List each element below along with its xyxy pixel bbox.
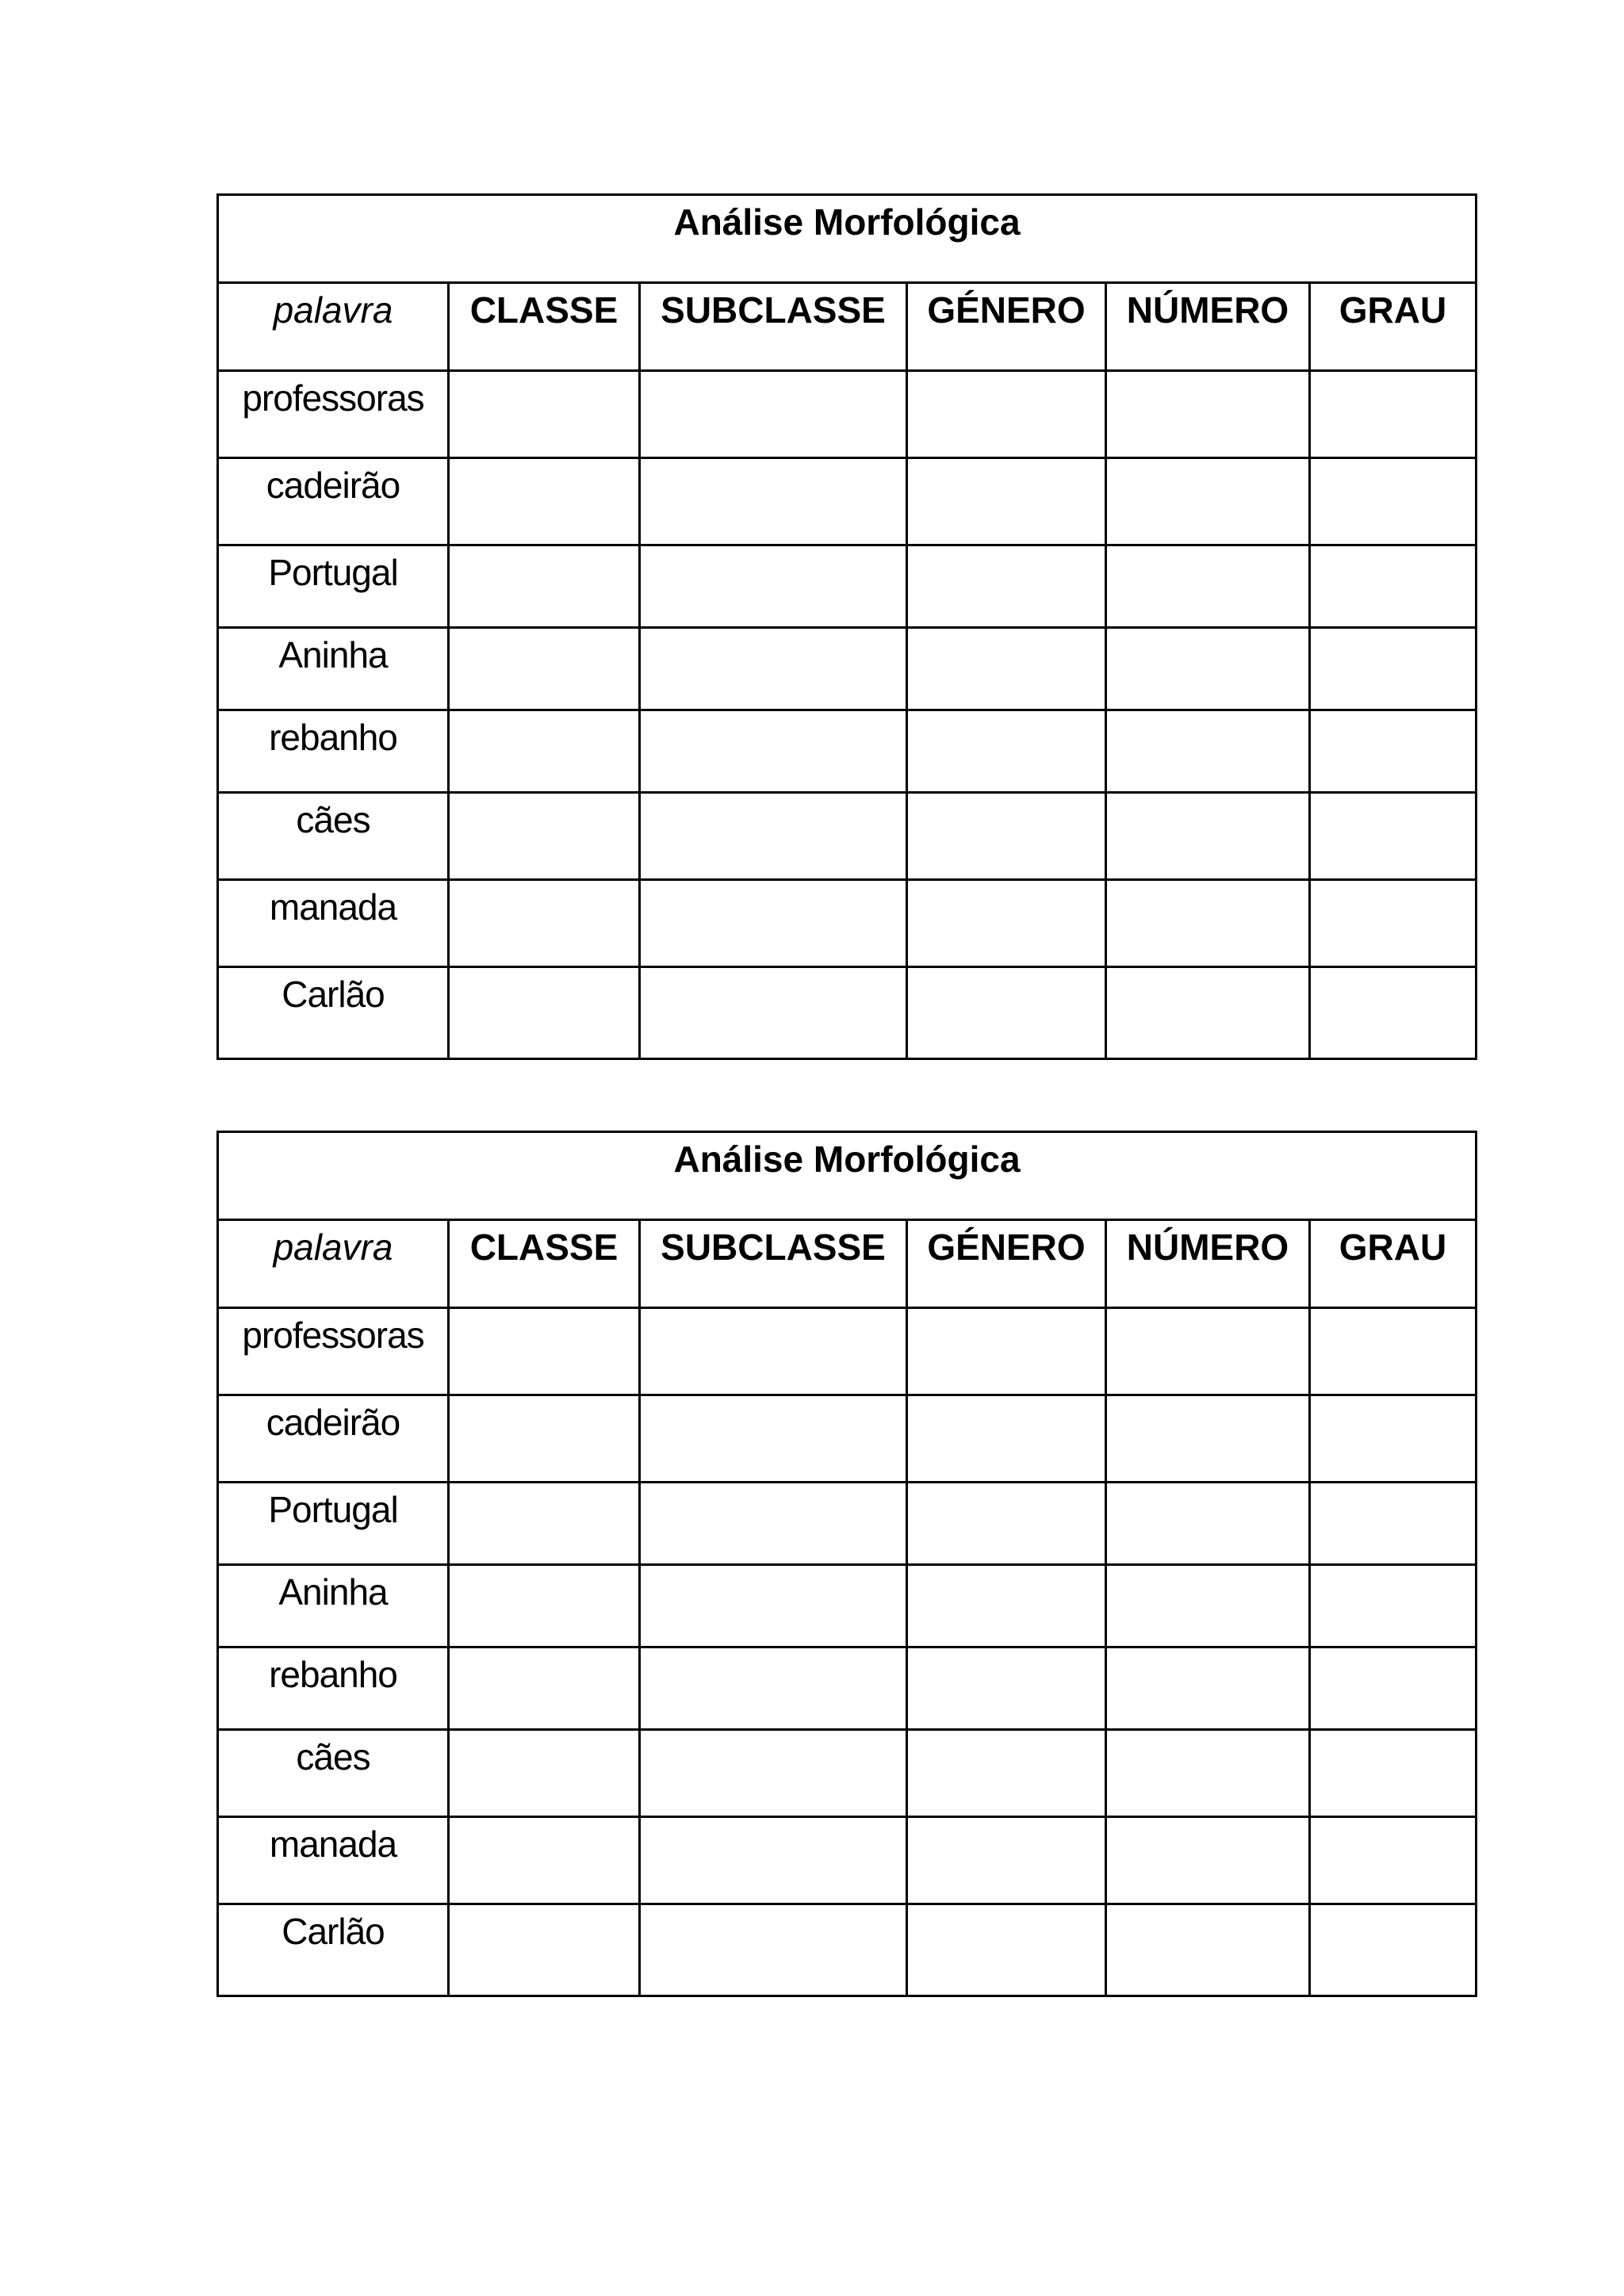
genero-answer-cell[interactable] [907, 628, 1106, 710]
table-row [218, 710, 1477, 793]
subclasse-answer-cell[interactable] [640, 880, 907, 967]
subclasse-answer-cell[interactable] [640, 1904, 907, 1996]
numero-answer-cell[interactable] [1106, 710, 1310, 793]
genero-answer-cell[interactable] [907, 1308, 1106, 1395]
word-cell: cadeirão [218, 1395, 449, 1483]
table-row [218, 1817, 1477, 1904]
table-row [218, 793, 1477, 880]
classe-answer-cell[interactable] [449, 793, 640, 880]
classe-answer-cell[interactable] [449, 1565, 640, 1647]
genero-answer-cell[interactable] [907, 793, 1106, 880]
table-row [218, 458, 1477, 545]
column-header-numero: NÚMERO [1106, 283, 1310, 371]
table-title: Análise Morfológica [218, 195, 1477, 283]
subclasse-answer-cell[interactable] [640, 793, 907, 880]
word-cell: Aninha [218, 628, 449, 710]
genero-answer-cell[interactable] [907, 710, 1106, 793]
subclasse-answer-cell[interactable] [640, 458, 907, 545]
numero-answer-cell[interactable] [1106, 793, 1310, 880]
grau-answer-cell[interactable] [1310, 1308, 1477, 1395]
classe-answer-cell[interactable] [449, 1904, 640, 1996]
genero-answer-cell[interactable] [907, 880, 1106, 967]
classe-answer-cell[interactable] [449, 545, 640, 628]
word-cell: Aninha [218, 1565, 449, 1647]
genero-answer-cell[interactable] [907, 1904, 1106, 1996]
table-row [218, 967, 1477, 1059]
word-cell: manada [218, 1817, 449, 1904]
table-row [218, 371, 1477, 458]
grau-answer-cell[interactable] [1310, 793, 1477, 880]
subclasse-answer-cell[interactable] [640, 1565, 907, 1647]
classe-answer-cell[interactable] [449, 1395, 640, 1483]
analysis-table-2 [216, 1131, 1477, 1997]
column-header-classe: CLASSE [449, 283, 640, 371]
grau-answer-cell[interactable] [1310, 967, 1477, 1059]
numero-answer-cell[interactable] [1106, 880, 1310, 967]
table-row [218, 880, 1477, 967]
genero-answer-cell[interactable] [907, 967, 1106, 1059]
word-cell: Portugal [218, 545, 449, 628]
subclasse-answer-cell[interactable] [640, 1730, 907, 1817]
subclasse-answer-cell[interactable] [640, 967, 907, 1059]
subclasse-answer-cell[interactable] [640, 1647, 907, 1730]
word-cell: cães [218, 1730, 449, 1817]
word-cell: manada [218, 880, 449, 967]
table-row [218, 1565, 1477, 1647]
column-header-classe: CLASSE [449, 1220, 640, 1308]
classe-answer-cell[interactable] [449, 628, 640, 710]
numero-answer-cell[interactable] [1106, 458, 1310, 545]
numero-answer-cell[interactable] [1106, 1308, 1310, 1395]
grau-answer-cell[interactable] [1310, 1483, 1477, 1565]
subclasse-answer-cell[interactable] [640, 710, 907, 793]
classe-answer-cell[interactable] [449, 1308, 640, 1395]
grau-answer-cell[interactable] [1310, 1817, 1477, 1904]
numero-answer-cell[interactable] [1106, 1904, 1310, 1996]
numero-answer-cell[interactable] [1106, 1647, 1310, 1730]
table-row [218, 1647, 1477, 1730]
subclasse-answer-cell[interactable] [640, 545, 907, 628]
column-header-subclasse: SUBCLASSE [640, 283, 907, 371]
genero-answer-cell[interactable] [907, 458, 1106, 545]
grau-answer-cell[interactable] [1310, 1904, 1477, 1996]
column-header-subclasse: SUBCLASSE [640, 1220, 907, 1308]
classe-answer-cell[interactable] [449, 880, 640, 967]
column-header-palavra: palavra [218, 283, 449, 371]
classe-answer-cell[interactable] [449, 1647, 640, 1730]
table-row [218, 1904, 1477, 1996]
word-cell: cães [218, 793, 449, 880]
column-header-genero: GÉNERO [907, 283, 1106, 371]
word-cell: rebanho [218, 1647, 449, 1730]
grau-answer-cell[interactable] [1310, 1730, 1477, 1817]
numero-answer-cell[interactable] [1106, 545, 1310, 628]
subclasse-answer-cell[interactable] [640, 1817, 907, 1904]
classe-answer-cell[interactable] [449, 458, 640, 545]
numero-answer-cell[interactable] [1106, 1483, 1310, 1565]
grau-answer-cell[interactable] [1310, 1395, 1477, 1483]
column-header-numero: NÚMERO [1106, 1220, 1310, 1308]
genero-answer-cell[interactable] [907, 1817, 1106, 1904]
grau-answer-cell[interactable] [1310, 880, 1477, 967]
genero-answer-cell[interactable] [907, 1647, 1106, 1730]
column-header-grau: GRAU [1310, 283, 1477, 371]
numero-answer-cell[interactable] [1106, 1730, 1310, 1817]
table-header-row [218, 283, 1477, 371]
classe-answer-cell[interactable] [449, 1483, 640, 1565]
word-cell: cadeirão [218, 458, 449, 545]
table-title-row [218, 195, 1477, 283]
genero-answer-cell[interactable] [907, 545, 1106, 628]
numero-answer-cell[interactable] [1106, 628, 1310, 710]
subclasse-answer-cell[interactable] [640, 1483, 907, 1565]
column-header-genero: GÉNERO [907, 1220, 1106, 1308]
grau-answer-cell[interactable] [1310, 458, 1477, 545]
table-row [218, 545, 1477, 628]
word-cell: Carlão [218, 967, 449, 1059]
classe-answer-cell[interactable] [449, 967, 640, 1059]
numero-answer-cell[interactable] [1106, 1395, 1310, 1483]
column-header-palavra: palavra [218, 1220, 449, 1308]
table-title-row [218, 1132, 1477, 1220]
table-row [218, 1395, 1477, 1483]
grau-answer-cell[interactable] [1310, 371, 1477, 458]
classe-answer-cell[interactable] [449, 1817, 640, 1904]
subclasse-answer-cell[interactable] [640, 371, 907, 458]
table-row [218, 1730, 1477, 1817]
numero-answer-cell[interactable] [1106, 371, 1310, 458]
grau-answer-cell[interactable] [1310, 1647, 1477, 1730]
table-row [218, 1308, 1477, 1395]
table-title: Análise Morfológica [218, 1132, 1477, 1220]
classe-answer-cell[interactable] [449, 1730, 640, 1817]
analysis-table-1 [216, 193, 1477, 1060]
grau-answer-cell[interactable] [1310, 545, 1477, 628]
classe-answer-cell[interactable] [449, 710, 640, 793]
grau-answer-cell[interactable] [1310, 1565, 1477, 1647]
classe-answer-cell[interactable] [449, 371, 640, 458]
word-cell: professoras [218, 1308, 449, 1395]
word-cell: Carlão [218, 1904, 449, 1996]
word-cell: professoras [218, 371, 449, 458]
subclasse-answer-cell[interactable] [640, 1395, 907, 1483]
table-row [218, 628, 1477, 710]
column-header-grau: GRAU [1310, 1220, 1477, 1308]
word-cell: Portugal [218, 1483, 449, 1565]
table-row [218, 1483, 1477, 1565]
grau-answer-cell[interactable] [1310, 710, 1477, 793]
table-header-row [218, 1220, 1477, 1308]
genero-answer-cell[interactable] [907, 1565, 1106, 1647]
numero-answer-cell[interactable] [1106, 1565, 1310, 1647]
grau-answer-cell[interactable] [1310, 628, 1477, 710]
subclasse-answer-cell[interactable] [640, 1308, 907, 1395]
genero-answer-cell[interactable] [907, 1395, 1106, 1483]
genero-answer-cell[interactable] [907, 371, 1106, 458]
numero-answer-cell[interactable] [1106, 967, 1310, 1059]
genero-answer-cell[interactable] [907, 1483, 1106, 1565]
genero-answer-cell[interactable] [907, 1730, 1106, 1817]
word-cell: rebanho [218, 710, 449, 793]
subclasse-answer-cell[interactable] [640, 628, 907, 710]
numero-answer-cell[interactable] [1106, 1817, 1310, 1904]
